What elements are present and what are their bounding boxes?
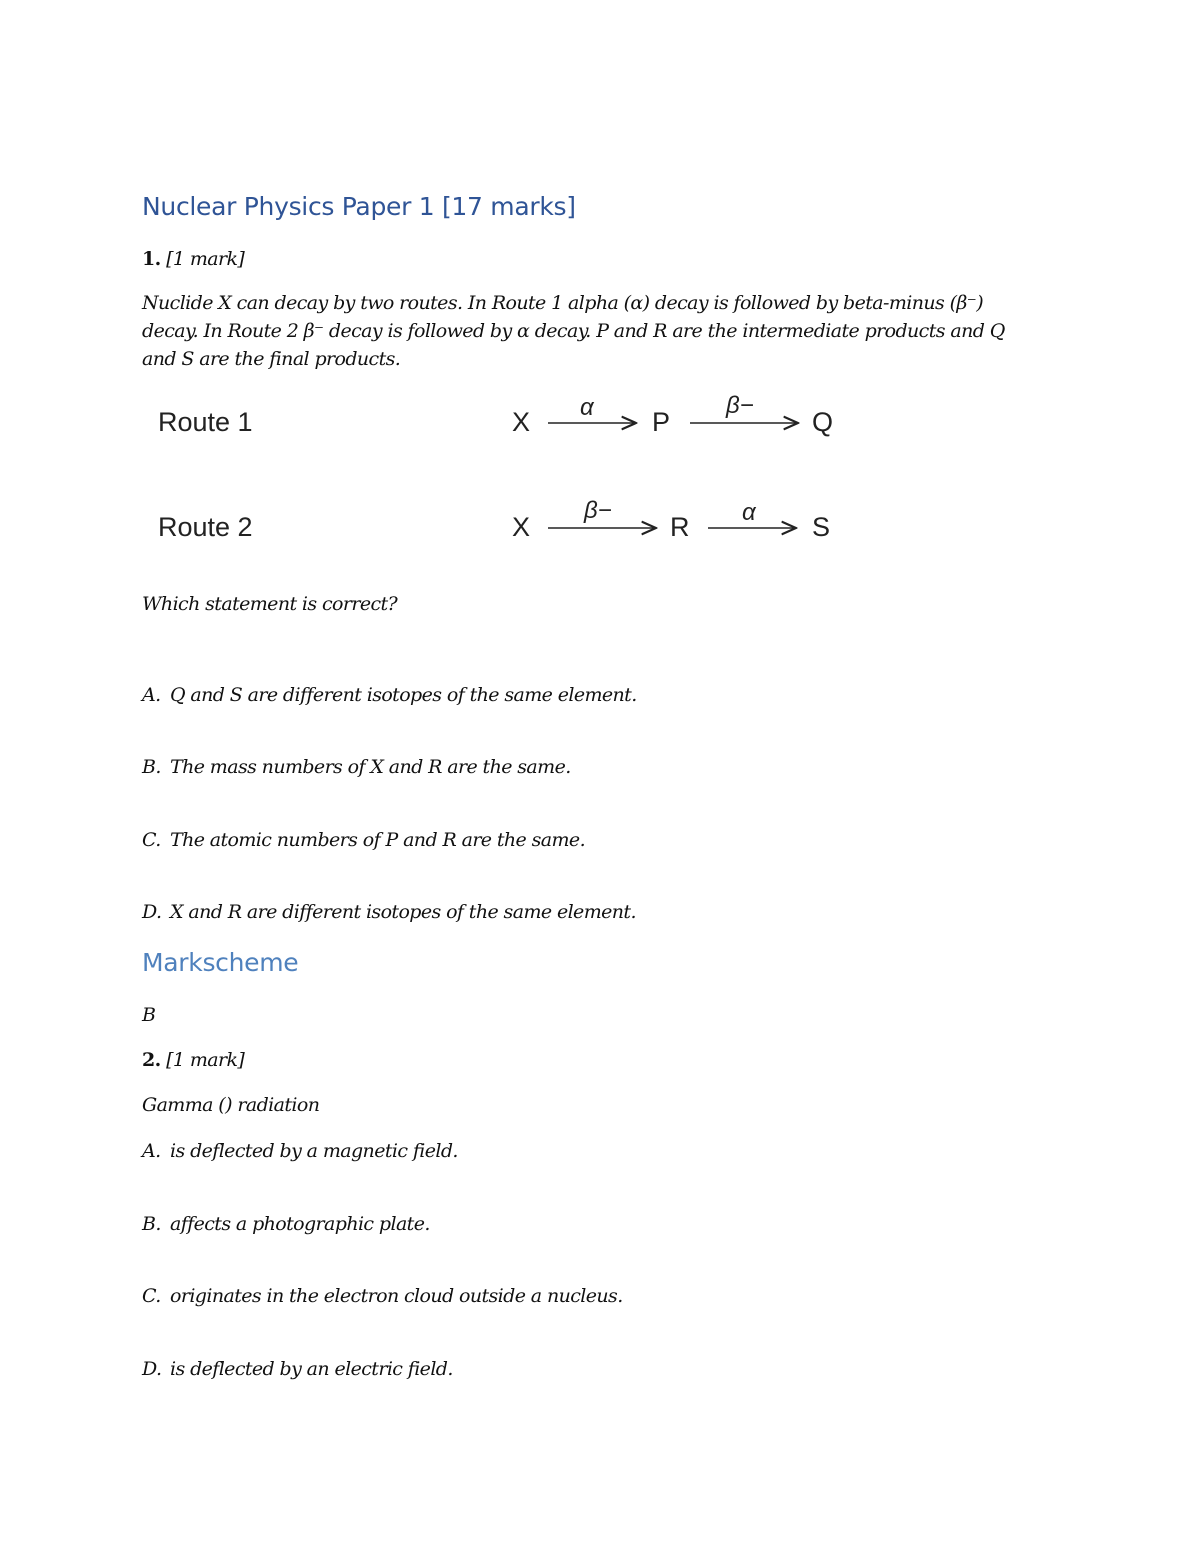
option-letter: B. bbox=[142, 756, 161, 778]
route-2-x: X bbox=[512, 512, 531, 542]
question-2-option-a bbox=[142, 1140, 458, 1162]
question-1-stem-line-1: Nuclide X can decay by two routes. In Route 1 alpha (α) decay is followed by beta-minus (β⁻) bbox=[142, 292, 984, 314]
option-text: affects a photographic plate. bbox=[170, 1213, 430, 1235]
option-letter: A. bbox=[142, 684, 161, 706]
option-text: The atomic numbers of P and R are the same. bbox=[170, 829, 586, 851]
question-1-stem-line-2: decay. In Route 2 β⁻ decay is followed by α decay. P and R are the intermediate products and Q bbox=[142, 320, 1005, 342]
question-2-header bbox=[142, 1049, 244, 1071]
question-1-option-a bbox=[142, 684, 637, 706]
route-1-p: P bbox=[652, 407, 671, 437]
route-2-alpha: α bbox=[742, 499, 756, 526]
route-1-beta: β− bbox=[726, 392, 754, 419]
markscheme-heading: Markscheme bbox=[142, 948, 299, 977]
question-2-option-b bbox=[142, 1213, 430, 1235]
option-text: The mass numbers of X and R are the same. bbox=[170, 756, 571, 778]
option-text: Q and S are different isotopes of the same element. bbox=[170, 684, 637, 706]
route-1-x: X bbox=[512, 407, 531, 437]
option-letter: B. bbox=[142, 1213, 161, 1235]
question-1-option-c bbox=[142, 829, 585, 851]
route-2-r: R bbox=[670, 512, 690, 542]
question-2-marks: [1 mark] bbox=[166, 1049, 245, 1071]
option-text: is deflected by an electric field. bbox=[170, 1358, 453, 1380]
question-1-stem-line-3: and S are the final products. bbox=[142, 348, 401, 370]
question-2-option-d bbox=[142, 1358, 453, 1380]
route-1-alpha: α bbox=[580, 394, 594, 421]
question-1-prompt: Which statement is correct? bbox=[142, 593, 398, 615]
page-title: Nuclear Physics Paper 1 [17 marks] bbox=[142, 192, 576, 221]
route-1-q: Q bbox=[812, 407, 834, 437]
option-letter: A. bbox=[142, 1140, 161, 1162]
question-1-marks: [1 mark] bbox=[166, 248, 245, 270]
option-text: X and R are different isotopes of the same element. bbox=[170, 901, 636, 923]
option-text: originates in the electron cloud outside a nucleus. bbox=[170, 1285, 623, 1307]
question-2-number: 2. bbox=[142, 1049, 161, 1071]
route-1-label: Route 1 bbox=[158, 407, 253, 437]
decay-routes-diagram bbox=[150, 385, 870, 565]
question-1-option-d bbox=[142, 901, 636, 923]
route-2-label: Route 2 bbox=[158, 512, 253, 542]
question-2-stem: Gamma () radiation bbox=[142, 1094, 320, 1116]
question-1-number: 1. bbox=[142, 248, 161, 270]
question-1-header bbox=[142, 248, 244, 270]
question-2-option-c bbox=[142, 1285, 623, 1307]
option-text: is deflected by a magnetic field. bbox=[170, 1140, 458, 1162]
option-letter: D. bbox=[142, 1358, 162, 1380]
route-2-s: S bbox=[812, 512, 831, 542]
question-1-option-b bbox=[142, 756, 571, 778]
option-letter: C. bbox=[142, 829, 161, 851]
route-2-beta: β− bbox=[584, 497, 612, 524]
option-letter: D. bbox=[142, 901, 162, 923]
option-letter: C. bbox=[142, 1285, 161, 1307]
markscheme-answer: B bbox=[142, 1004, 156, 1026]
